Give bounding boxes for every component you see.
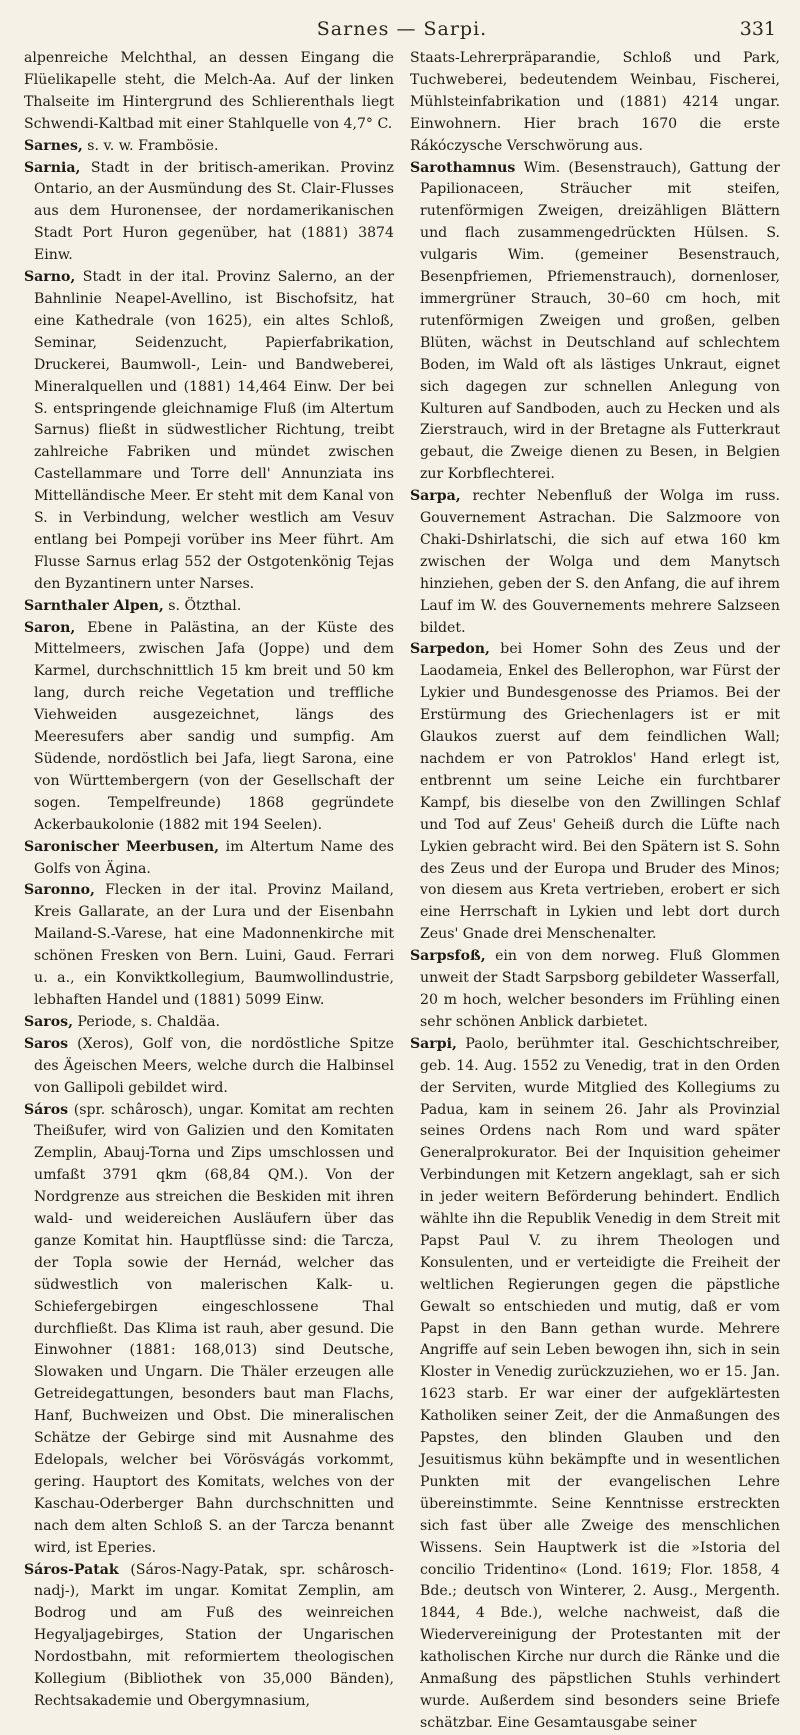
text-columns — [24, 48, 780, 1735]
entry-text: Stadt in der ital. Provinz Salerno, an der Bahnlinie Neapel-Avellino, ist Bischofsitz, hat eine Kathedrale (von 1625), ein altes Schloß, Seminar, Seidenzucht, Papierfabrikation, Druckerei, Baumwoll-, Lein- und Bandweberei, Mineralquellen und (1881) 14,464 Einw. Der bei S. entspringende gleichnamige Fluß (im Altertum Sarnus) fließt in südwestlicher Richtung, treibt zahlreiche Fabriken und mündet zwischen Castellammare und Torre dell' Annunziata ins Mittelländische Meer. Er steht mit dem Kanal von S. in Verbindung, welcher westlich am Vesuv entlang bei Pompeji vorüber ins Meer führt. Am Flusse Sarnus erlag 552 der Ostgotenkönig Tejas den Byzantinern unter Narses. — [34, 269, 394, 592]
running-head: Sarnes — Sarpi. — [316, 18, 488, 40]
lexicon-entry — [410, 946, 780, 1034]
entry-headword: Sarpi, — [410, 1035, 457, 1052]
entry-headword: Sáros — [24, 1101, 69, 1118]
lexicon-entry — [24, 837, 394, 881]
entry-text: bei Homer Sohn des Zeus und der Laodameia, Enkel des Bellerophon, war Fürst der Lykier und Bundesgenosse des Priamos. Bei der Erstürmung des Griechenlagers ist er mit Glaukos zuerst auf dem feindlichen Wall; nachdem er von Patroklos' Hand erlegt ist, entbrennt um seine Leiche ein furchtbarer Kampf, bis dieselbe von den Zwillingen Schlaf und Tod auf Zeus' Geheiß durch die Lüfte nach Lykien gebracht wird. Bei den Spätern ist S. Sohn des Zeus und der Europa und Bruder des Minos; von diesem aus Kreta vertrieben, erobert er sich eine Herrschaft in Lykien und lebt dort durch Zeus' Gnade drei Menschenalter. — [420, 641, 780, 943]
entry-continuation — [24, 48, 394, 136]
entry-text: s. Ötzthal. — [163, 597, 242, 614]
lexicon-entry — [410, 1034, 780, 1735]
right-column — [410, 48, 780, 1735]
lexicon-entry — [24, 880, 394, 1011]
page-number: 331 — [739, 18, 776, 40]
entry-text: Flecken in der ital. Provinz Mailand, Kreis Gallarate, an der Lura und der Eisenbahn Mailand-S.-Varese, hat eine Madonnenkirche mit schönen Fresken von Bern. Luini, Gaud. Ferrari u. a., ein Konviktkollegium, Baumwollindustrie, lebhaften Handel und (1881) 5099 Einw. — [34, 882, 394, 1008]
entry-text: im Altertum Name des Golfs von Ägina. — [34, 838, 394, 877]
entry-text: (spr. schârosch), ungar. Komitat am rechten Theißufer, wird von Galizien und den Komitaten Zemplin, Abauj-Torna und Zips umschlossen und umfaßt 3791 qkm (68,84 QM.). Von der Nordgrenze aus streichen die Beskiden mit ihren wald- und weidereichen Ausläufern über das ganze Komitat hin. Hauptflüsse sind: die Tarcza, der Topla sowie der Hernád, welcher das südwestlich von malerischen Kalk- u. Schiefergebirgen eingeschlossene Thal durchfließt. Das Klima ist rauh, aber gesund. Die Einwohner (1881: 168,013) sind Deutsche, Slowaken und Ungarn. Die Thäler erzeugen alle Getreidegattungen, besonders baut man Flachs, Hanf, Buchweizen und Obst. Die mineralischen Schätze der Gebirge sind mit Ausnahme des Edelopals, welcher bei Vörösvágás vorkommt, gering. Hauptort des Komitats, welches von der Kaschau-Oderberger Bahn durchschnitten und nach dem alten Schloß S. an der Tarcza benannt wird, ist Eperies. — [34, 1101, 394, 1556]
lexicon-entry — [24, 1034, 394, 1100]
lexicon-entry — [410, 158, 780, 487]
entry-text: alpenreiche Melchthal, an dessen Eingang die Flüelikapelle steht, die Melch-Aa. Auf der linken Thalseite im Hintergrund des Schlierenthals liegt Schwendi-Kaltbad mit einer Stahlquelle von 4,7° C. — [24, 50, 394, 132]
entry-continuation — [410, 48, 780, 158]
lexicon-entry — [24, 596, 394, 618]
entry-text: (Xeros), Golf von, die nordöstliche Spitze des Ägeischen Meers, welche durch die Halbinsel von Gallipoli gebildet wird. — [34, 1035, 394, 1096]
lexicon-entry — [410, 486, 780, 639]
entry-text: Wim. (Besenstrauch), Gattung der Papilionaceen, Sträucher mit steifen, rutenförmigen Zweigen, dreizähligen Blättern und flach zusammengedrückten Hülsen. S. vulgaris Wim. (gemeiner Besenstrauch, Besenpfriemen, Pfriemenstrauch), dornenloser, immergrüner Strauch, 30–60 cm hoch, mit rutenförmigen Zweigen und großen, gelben Blüten, wächst in Deutschland auf schlechtem Boden, im Wald oft als lästiges Unkraut, eignet sich dagegen zur schnellen Anlegung von Kulturen auf Sandboden, auch zu Hecken und als Zierstrauch, wird in der Bretagne als Futterkraut gebaut, die Zweige dienen zu Besen, in Belgien zur Korbflechterei. — [420, 159, 780, 483]
page-header — [24, 0, 780, 48]
entry-headword: Saronno, — [24, 882, 95, 899]
entry-text: s. v. w. Frambösie. — [82, 137, 219, 154]
entry-headword: Sarpa, — [410, 488, 461, 505]
lexicon-entry — [24, 1560, 394, 1713]
entry-headword: Sáros-Patak — [24, 1561, 119, 1578]
entry-headword: Sarnthaler Alpen, — [24, 597, 164, 614]
entry-headword: Sarothamnus — [410, 159, 516, 176]
entry-text: (Sáros-Nagy-Patak, spr. schârosch-nadj-), Markt im ungar. Komitat Zemplin, am Bodrog und am Fuß des weinreichen Hegyaljagebirges, Station der Ungarischen Nordostbahn, mit reformiertem theologischen Kollegium (Bibliothek von 35,000 Bänden), Rechtsakademie und Obergymnasium, — [34, 1561, 394, 1709]
lexicon-entry — [24, 136, 394, 158]
entry-headword: Sarnes, — [24, 137, 83, 154]
entry-text: rechter Nebenfluß der Wolga im russ. Gouvernement Astrachan. Die Salzmoore von Chaki-Dshirlatschi, die sich auf etwa 160 km zwischen der Wolga und dem Manytsch hinziehen, geben der S. den Anfang, die auf ihrem Lauf im W. des Gouvernements mehrere Salzseen bildet. — [420, 488, 780, 636]
entry-headword: Saros — [24, 1035, 69, 1052]
entry-text: Stadt in der britisch-amerikan. Provinz Ontario, an der Ausmündung des St. Clair-Flusses aus dem Huronensee, der nordamerikanischen Stadt Port Huron gegenüber, hat (1881) 3874 Einw. — [34, 159, 394, 264]
entry-text: Periode, s. Chaldäa. — [72, 1013, 220, 1030]
entry-headword: Saros, — [24, 1013, 73, 1030]
entry-headword: Saron, — [24, 619, 76, 636]
entry-text: Staats-Lehrerpräparandie, Schloß und Park, Tuchweberei, bedeutendem Weinbau, Fischerei, Mühlsteinfabrikation und (1881) 4214 ungar. Einwohnern. Hier brach 1670 die erste Rákóczysche Verschwörung aus. — [410, 50, 780, 154]
lexicon-entry — [24, 1100, 394, 1560]
entry-headword: Saronischer Meerbusen, — [24, 838, 220, 855]
entry-text: ein von dem norweg. Fluß Glommen unweit der Stadt Sarpsborg gebildeter Wasserfall, 20 m hoch, welcher besonders im Frühling einen sehr schönen Anblick darbietet. — [420, 948, 780, 1030]
lexicon-entry — [24, 267, 394, 596]
entry-headword: Sarpedon, — [410, 641, 490, 658]
entry-headword: Sarno, — [24, 269, 76, 286]
lexicon-entry — [24, 158, 394, 268]
left-column — [24, 48, 394, 1735]
entry-text: Paolo, berühmter ital. Geschichtschreiber, geb. 14. Aug. 1552 zu Venedig, trat in den Orden der Serviten, wurde Mitglied des Kollegiums zu Padua, kam in seinem 26. Jahr als Provinzial seines Ordens nach Rom und ward später Generalprokurator. Bei der Inquisition geheimer Verbindungen mit Ketzern angeklagt, sah er sich in jeder weitern Beförderung behindert. Endlich wählte ihn die Republik Venedig in dem Streit mit Papst Paul V. zu ihrem Theologen und Konsulenten, und er verteidigte die Freiheit der weltlichen Regierungen gegen die päpstliche Gewalt so entschieden und mutig, daß er vom Papst in den Bann gethan wurde. Mehrere Angriffe auf sein Leben bewogen ihn, sich in sein Kloster in Venedig zurückzuziehen, wo er 15. Jan. 1623 starb. Er war einer der aufgeklärtesten Katholiken seiner Zeit, der die Anmaßungen des Papstes, den blinden Glauben und den Jesuitismus kühn bekämpfte und in wesentlichen Punkten mit der evangelischen Lehre übereinstimmte. Seine Kenntnisse erstreckten sich fast über alle Zweige des menschlichen Wissens. Sein Hauptwerk ist die »Istoria del concilio Tridentino« (Lond. 1619; Flor. 1858, 4 Bde.; deutsch von Winterer, 2. Ausg., Mergenth. 1844, 4 Bde.), welche nachweist, daß die Wiedervereinigung der Protestanten mit der katholischen Kirche nur durch die Ränke und die Anmaßung des päpstlichen Stuhls verhindert wurde. Außerdem sind besonders seine Briefe schätzbar. Eine Gesamtausgabe seiner — [420, 1035, 780, 1731]
lexicon-entry — [24, 618, 394, 837]
entry-text: Ebene in Palästina, an der Küste des Mittelmeers, zwischen Jafa (Joppe) und dem Karmel, durchschnittlich 15 km breit und 50 km lang, durch reiche Vegetation und treffliche Viehweiden ausgezeichnet, längs des Meeresufers aber sandig und sumpfig. Am Südende, nordöstlich bei Jafa, liegt Sarona, eine von Württembergern (von der Gesellschaft der sogen. Tempelfreunde) 1868 gegründete Ackerbaukolonie (1882 mit 194 Seelen). — [34, 619, 394, 833]
lexicon-entry — [410, 639, 780, 946]
entry-headword: Sarpsfoß, — [410, 948, 486, 965]
entry-headword: Sarnia, — [24, 159, 81, 176]
lexicon-entry — [24, 1012, 394, 1034]
